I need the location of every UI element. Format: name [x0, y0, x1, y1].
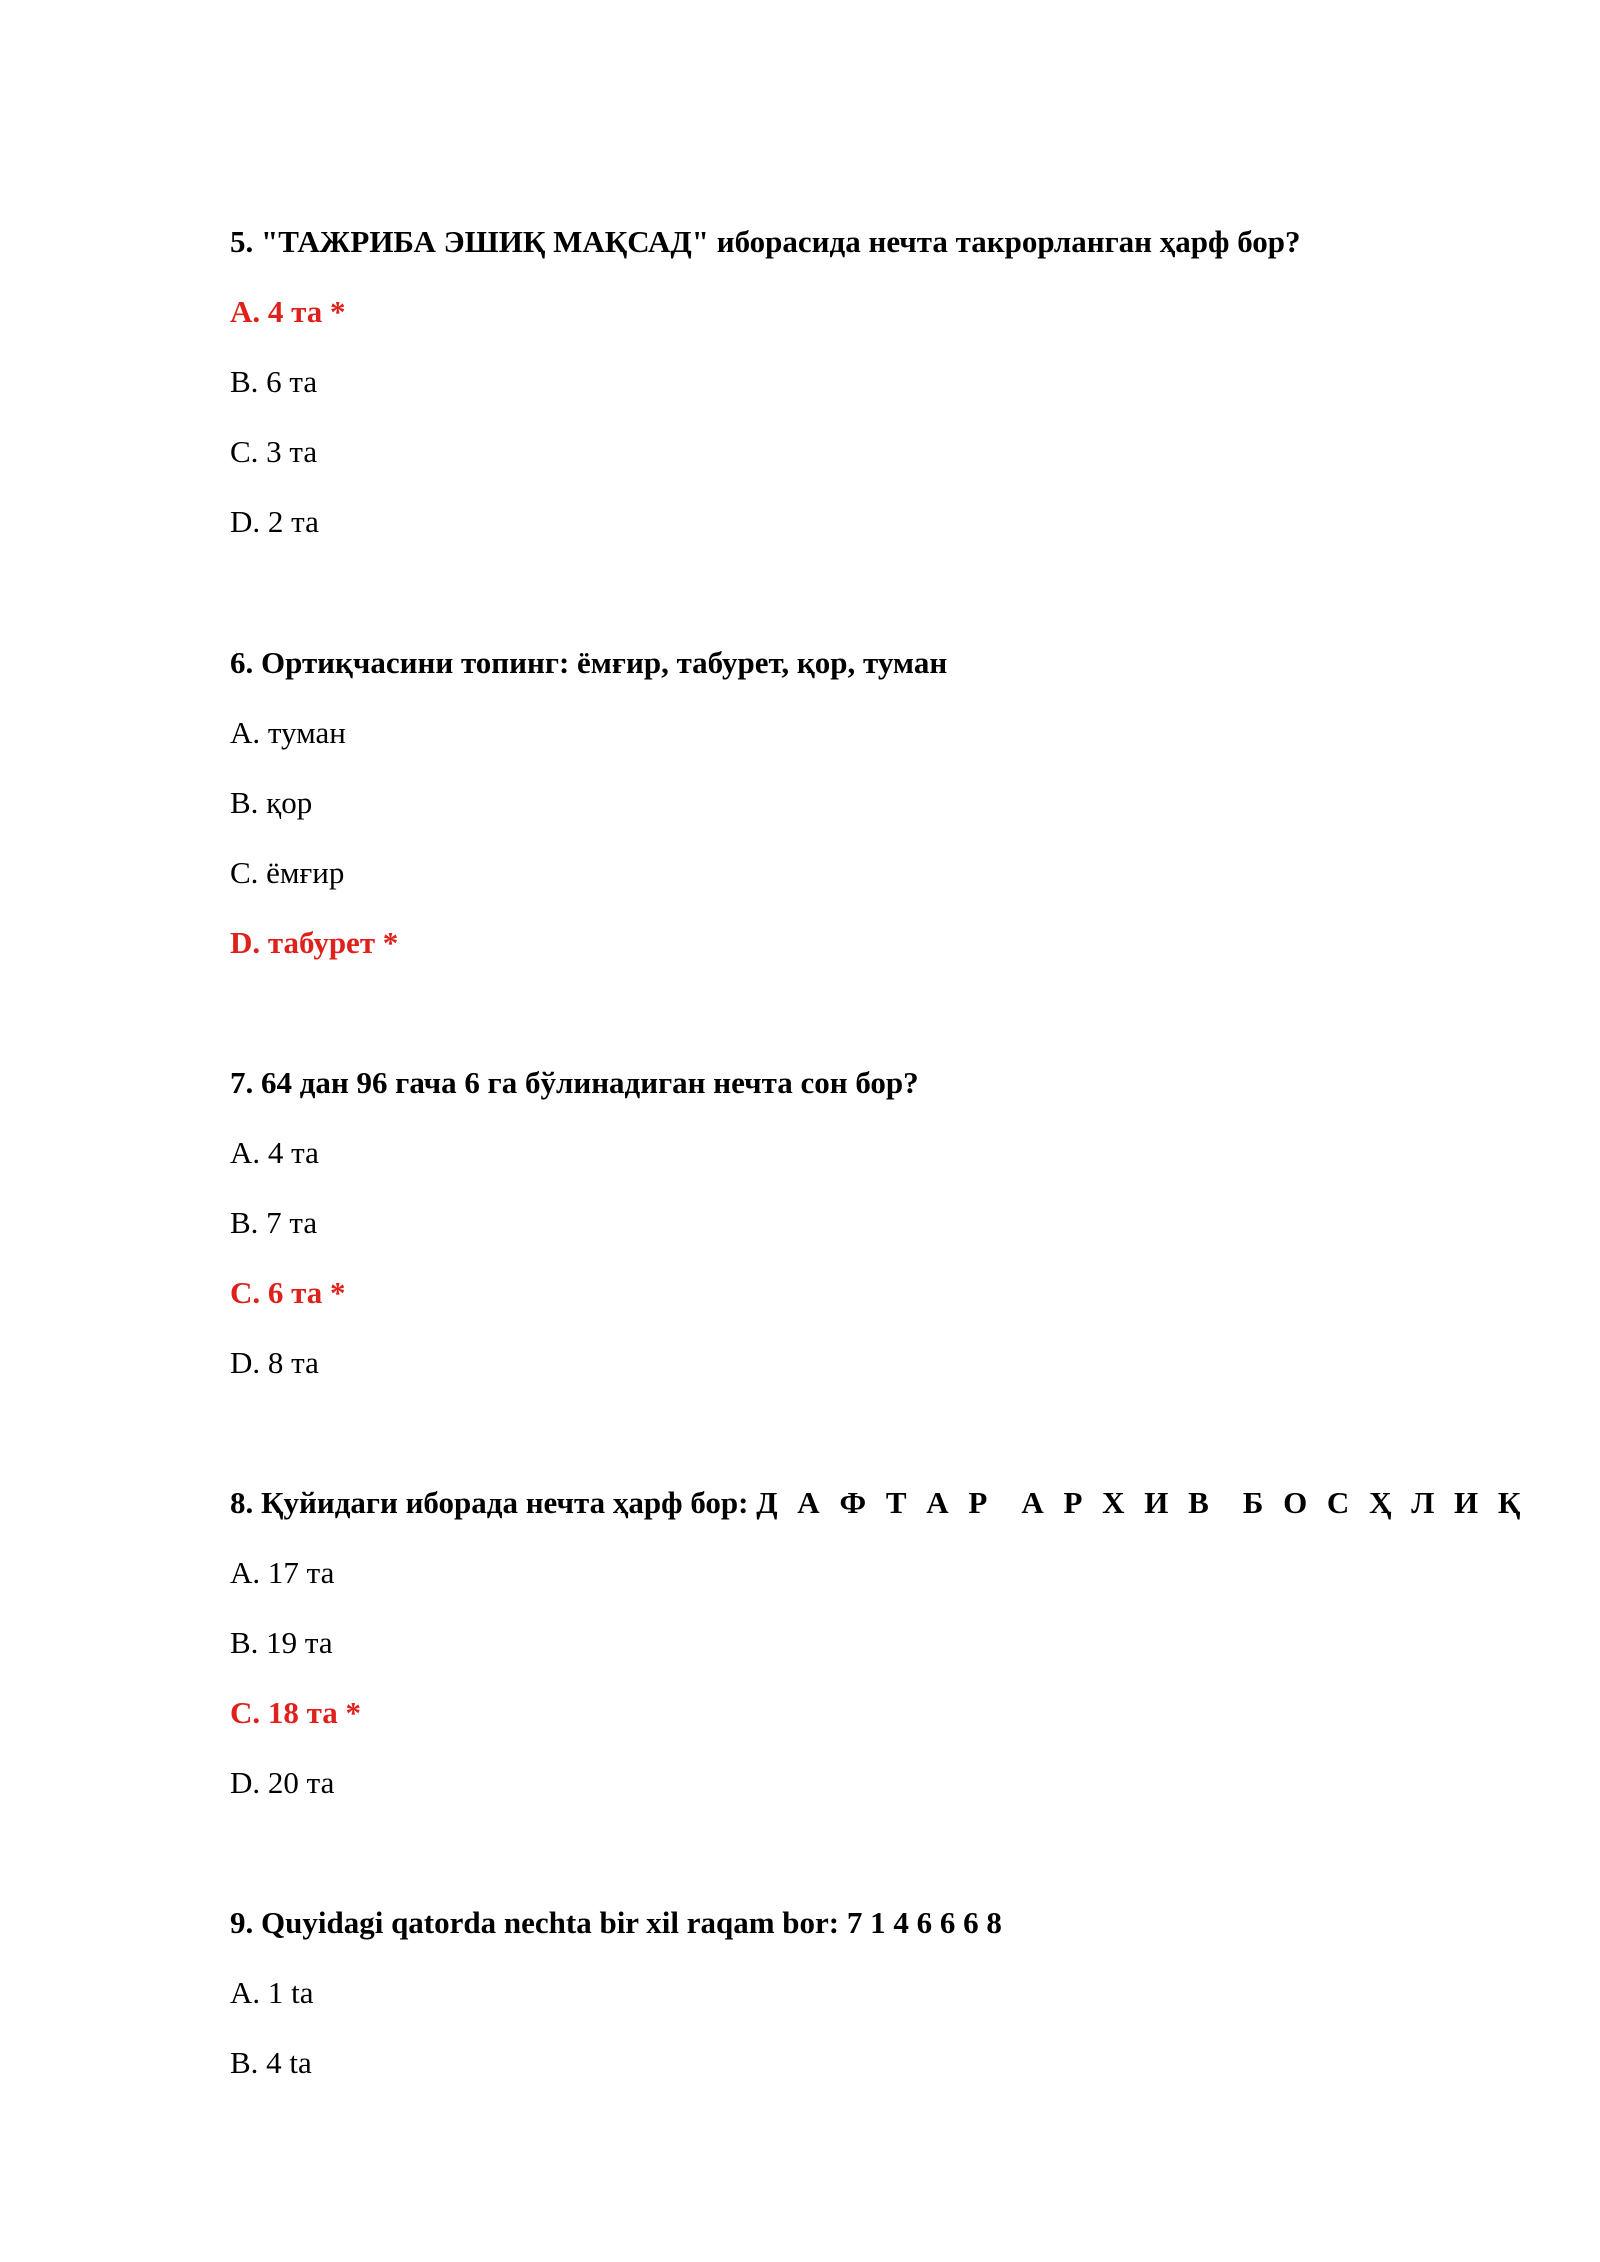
option-d: D. 8 та — [230, 1345, 319, 1380]
question-8 — [230, 1483, 1530, 1803]
option-b: B. 6 та — [230, 364, 318, 399]
question-6 — [230, 643, 1530, 963]
question-number: 9. — [230, 1905, 254, 1940]
option-a: A. 4 та — [230, 1135, 319, 1170]
option-d: D. 2 та — [230, 504, 319, 539]
question-number: 5. — [230, 224, 254, 259]
option-a: A. 4 та * — [230, 294, 346, 329]
spaced-word-1: Д А Ф Т А Р — [756, 1485, 994, 1520]
question-body: Қуйидаги иборада нечта ҳарф бор: — [261, 1485, 749, 1520]
option-b: B. 4 ta — [230, 2045, 312, 2080]
option-c: C. 18 та * — [230, 1695, 361, 1730]
option-d: D. табурет * — [230, 925, 399, 960]
option-c: C. ёмғир — [230, 855, 345, 890]
question-number: 8. — [230, 1485, 254, 1520]
option-d: D. 20 та — [230, 1765, 335, 1800]
question-number: 6. — [230, 645, 254, 680]
question-text — [230, 222, 1530, 262]
question-9 — [230, 1903, 1530, 2083]
question-body: 64 дан 96 гача 6 га бўлинадиган нечта сон бор? — [261, 1065, 919, 1100]
question-7 — [230, 1063, 1530, 1383]
option-a: A. туман — [230, 715, 346, 750]
option-b: B. 19 та — [230, 1625, 333, 1660]
option-c: C. 3 та — [230, 434, 318, 469]
spaced-word-3: Б О С Ҳ Л И Қ — [1242, 1485, 1527, 1520]
question-body: Ортиқчасини топинг: ёмғир, табурет, қор, туман — [261, 645, 948, 680]
question-text — [230, 1063, 1530, 1103]
question-number: 7. — [230, 1065, 254, 1100]
option-b: B. 7 та — [230, 1205, 318, 1240]
question-text — [230, 643, 1530, 683]
question-text — [230, 1483, 1530, 1523]
option-a: A. 17 та — [230, 1555, 335, 1590]
option-a: A. 1 ta — [230, 1975, 314, 2010]
question-body: "ТАЖРИБА ЭШИҚ МАҚСАД" иборасида нечта такрорланган ҳарф бор? — [261, 224, 1301, 259]
question-body: Quyidagi qatorda nechta bir xil raqam bor: 7 1 4 6 6 6 8 — [261, 1905, 1002, 1940]
question-5 — [230, 222, 1530, 542]
question-text — [230, 1903, 1530, 1943]
option-b: B. қор — [230, 785, 313, 820]
spaced-word-2: А Р Х И В — [1021, 1485, 1215, 1520]
option-c: C. 6 та * — [230, 1275, 346, 1310]
